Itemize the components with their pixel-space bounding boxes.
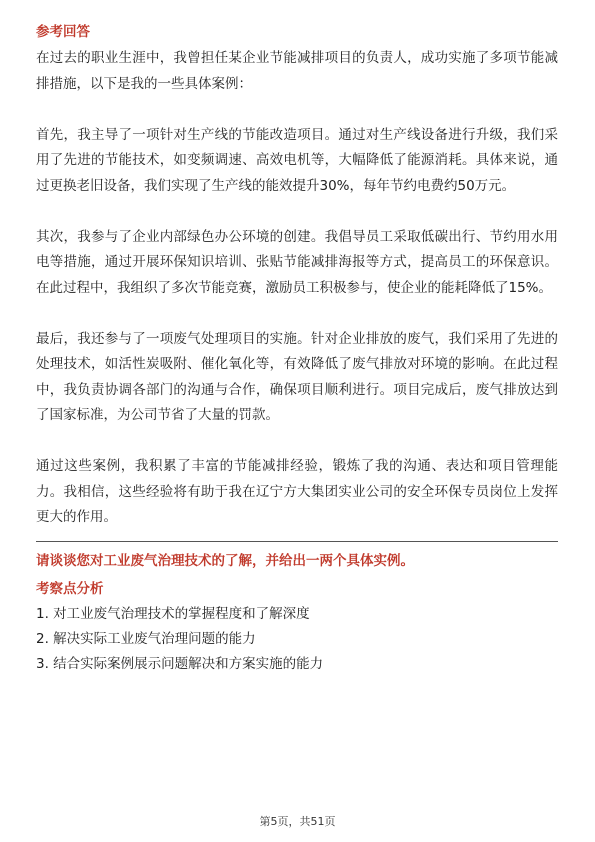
answer-heading: 参考回答	[36, 24, 90, 40]
section-divider	[36, 541, 558, 542]
list-item: 3. 结合实际案例展示问题解决和方案实施的能力	[36, 655, 324, 672]
analysis-list	[36, 602, 558, 677]
document-page	[36, 22, 558, 677]
list-item: 1. 对工业废气治理技术的掌握程度和了解深度	[36, 605, 310, 622]
analysis-heading: 考察点分析	[36, 580, 104, 597]
list-item: 2. 解决实际工业废气治理问题的能力	[36, 630, 256, 647]
answer-paragraph-third: 最后，我还参与了一项废气处理项目的实施。针对企业排放的废气，我们采用了先进的处理技术，如活性炭吸附、催化氧化等，有效降低了废气排放对环境的影响。在此过程中，我负责协调各部门的沟通与合作，确保项目顺利进行。项目完成后，废气排放达到了国家标准，为公司节省了大量的罚款。	[36, 330, 558, 423]
answer-paragraph-first: 首先，我主导了一项针对生产线的节能改造项目。通过对生产线设备进行升级，我们采用了先进的节能技术，如变频调速、高效电机等，大幅降低了能源消耗。具体来说，通过更换老旧设备，我们实现了生产线的能效提升30%，每年节约电费约50万元。	[36, 126, 558, 194]
next-question: 请谈谈您对工业废气治理技术的了解，并给出一两个具体实例。	[36, 552, 414, 569]
answer-paragraph-second: 其次，我参与了企业内部绿色办公环境的创建。我倡导员工采取低碳出行、节约用水用电等措施，通过开展环保知识培训、张贴节能减排海报等方式，提高员工的环保意识。在此过程中，我组织了多次节能竞赛，激励员工积极参与，使企业的能耗降低了15%。	[36, 228, 558, 296]
answer-paragraph-conclusion: 通过这些案例，我积累了丰富的节能减排经验，锻炼了我的沟通、表达和项目管理能力。我相信，这些经验将有助于我在辽宁方大集团实业公司的安全环保专员岗位上发挥更大的作用。	[36, 458, 558, 525]
page-number: 第5页，共51页	[259, 815, 336, 828]
answer-paragraph-intro: 在过去的职业生涯中，我曾担任某企业节能减排项目的负责人，成功实施了多项节能减排措施，以下是我的一些具体案例：	[36, 50, 558, 92]
